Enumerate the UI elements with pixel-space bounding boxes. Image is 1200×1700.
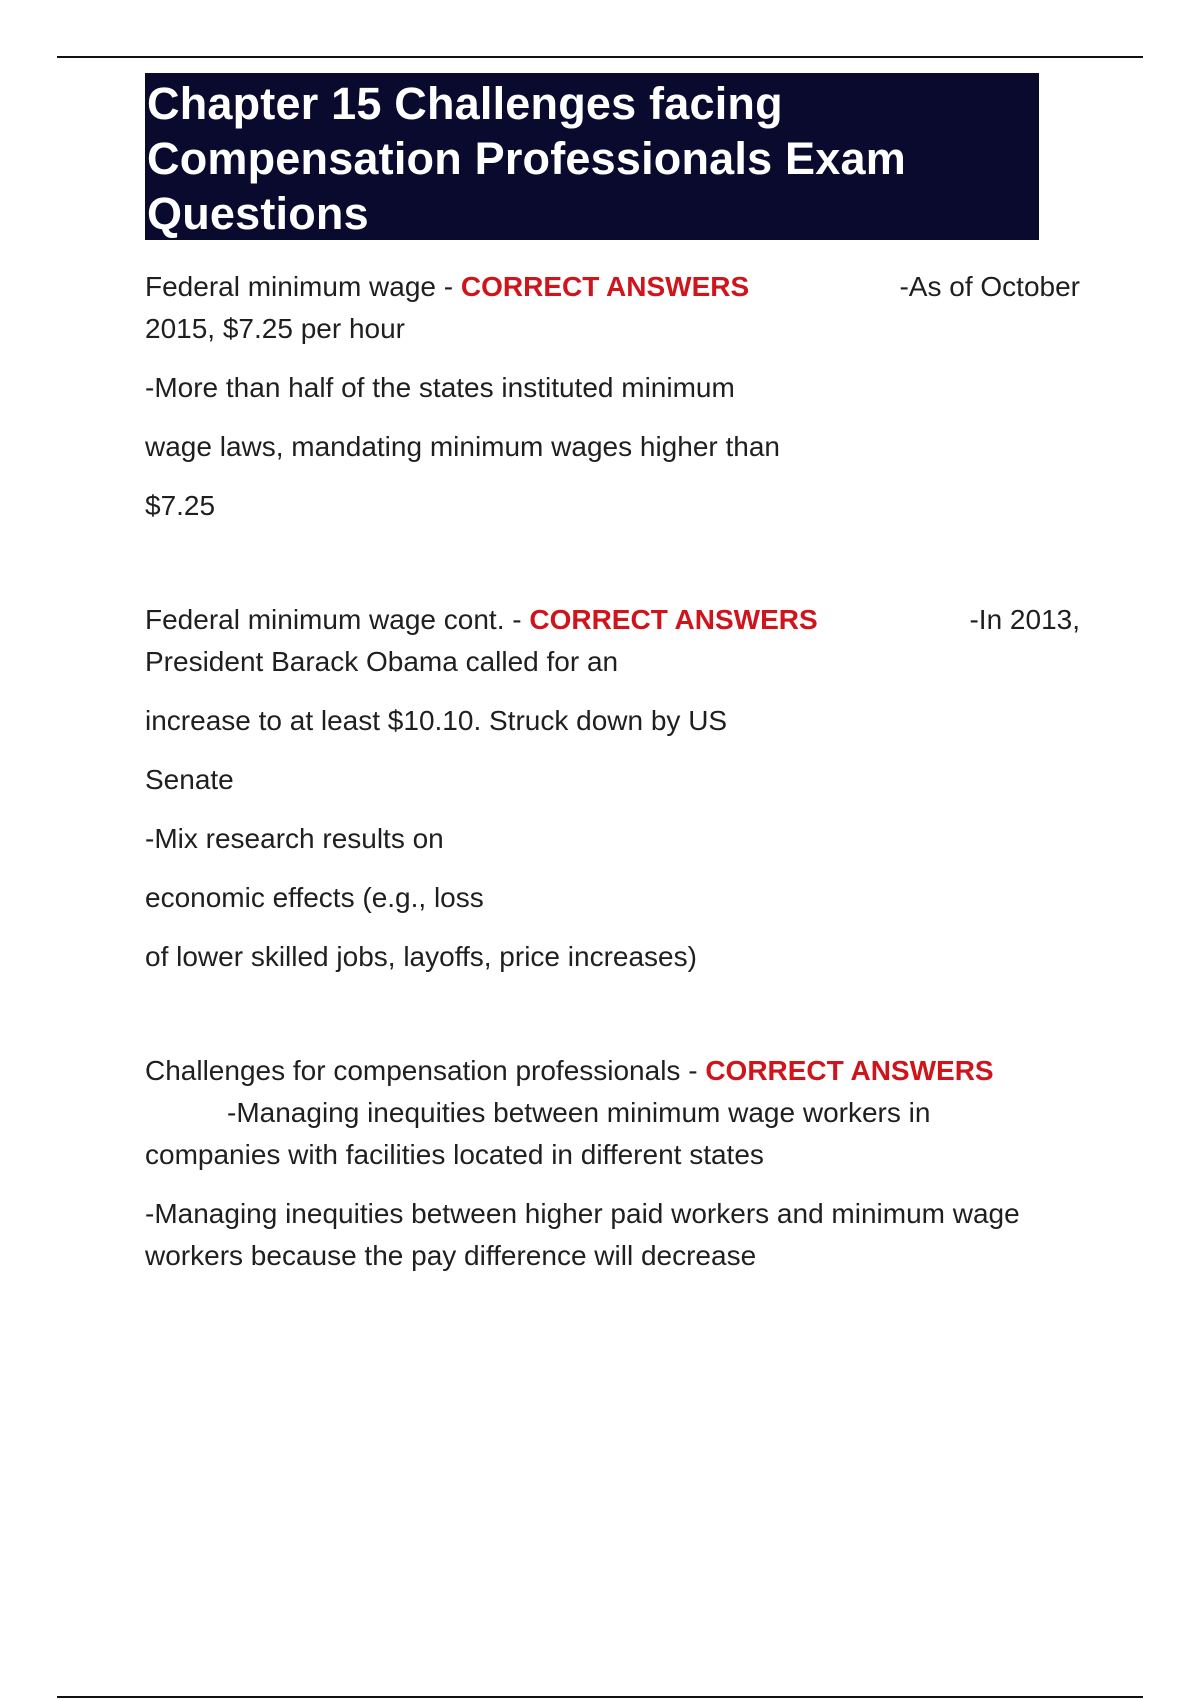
- qa-item-2-heading: [145, 599, 1080, 641]
- answer-line: 2015, $7.25 per hour: [145, 313, 405, 344]
- correct-answers-label: CORRECT ANSWERS: [705, 1055, 994, 1086]
- question-text: Federal minimum wage -: [145, 271, 461, 302]
- answer-line: -More than half of the states instituted minimum: [145, 372, 735, 403]
- title-banner: [145, 73, 1039, 240]
- top-rule: [57, 56, 1143, 58]
- answer-text: -As of October: [899, 271, 1080, 302]
- bottom-rule: [57, 1696, 1143, 1698]
- answer-line: -Mix research results on: [145, 823, 444, 854]
- answer-line: -Managing inequities between higher paid workers and minimum wage: [145, 1198, 1020, 1229]
- qa-item-1-heading: [145, 266, 1080, 308]
- answer-line: -Managing inequities between minimum wage workers in: [227, 1097, 931, 1128]
- answer-line: Senate: [145, 764, 234, 795]
- correct-answers-label: CORRECT ANSWERS: [460, 271, 750, 302]
- qa-item-3-heading: [145, 1050, 1080, 1092]
- answer-line: increase to at least $10.10. Struck down by US: [145, 705, 728, 736]
- document-title: Chapter 15 Challenges facing Compensation Professionals Exam Questions: [147, 78, 906, 239]
- answer-line: workers because the pay difference will decrease: [145, 1240, 757, 1271]
- answer-line: economic effects (e.g., loss: [145, 882, 484, 913]
- qa-item-3: [145, 1050, 1080, 1277]
- question-text: Federal minimum wage cont. -: [145, 604, 530, 635]
- answer-line: $7.25: [145, 490, 216, 521]
- qa-item-2: [145, 599, 1080, 978]
- question-text: Challenges for compensation professionals -: [145, 1055, 706, 1086]
- answer-line: President Barack Obama called for an: [145, 646, 619, 677]
- qa-item-1: [145, 266, 1080, 527]
- answer-line: wage laws, mandating minimum wages higher than: [145, 431, 780, 462]
- document-body: [145, 266, 1080, 1277]
- answer-line: of lower skilled jobs, layoffs, price increases): [145, 941, 697, 972]
- correct-answers-label: CORRECT ANSWERS: [529, 604, 818, 635]
- answer-text: -In 2013,: [969, 604, 1080, 635]
- answer-line: companies with facilities located in different states: [145, 1139, 764, 1170]
